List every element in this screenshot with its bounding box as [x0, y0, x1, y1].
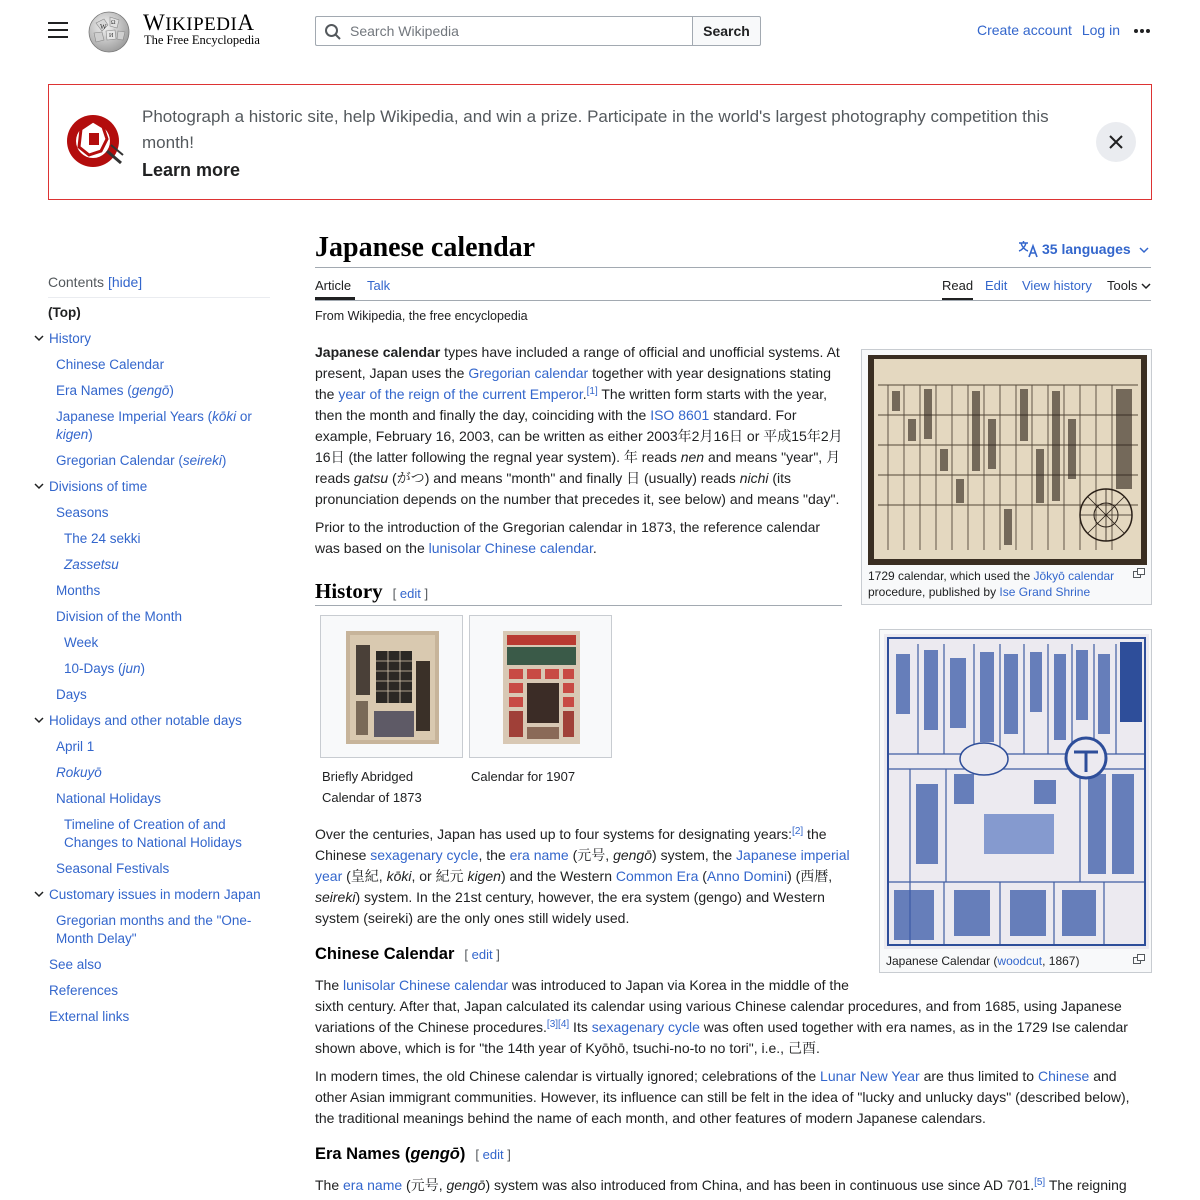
link-ise-grand-shrine[interactable]: Ise Grand Shrine — [999, 585, 1091, 599]
figure-2-caption: Japanese Calendar (woodcut, 1867) — [886, 954, 1080, 968]
toc-item[interactable] — [48, 330, 270, 348]
tab-view-history[interactable]: View history — [1022, 278, 1092, 293]
toc-item[interactable] — [48, 860, 270, 878]
toc-item[interactable] — [48, 790, 270, 808]
history-paragraph-1: Over the centuries, Japan has used up to four systems for designating years:[2] the Chinese sexagenary cycle, the era name (元号, gengō) system, the Japanese imperial year (皇紀, kōki, or 紀元 kigen) and the Western Common Era (Anno Domini) (西暦, seireki) system. In the 21st century, however, the era system (gengo) and Western system (seireki) are the only ones still widely used. — [315, 826, 850, 926]
language-icon — [1018, 240, 1038, 258]
link-chinese[interactable]: Chinese — [1037, 1068, 1090, 1084]
figure-woodcut-calendar — [879, 629, 1152, 973]
toc-item-label[interactable]: Chinese Calendar — [56, 357, 165, 372]
gallery-item-1873 — [320, 615, 463, 758]
link-regnal-year[interactable]: year of the reign of the current Emperor — [338, 386, 583, 402]
wikipedia-globe-icon[interactable] — [86, 9, 132, 53]
toc-item-label[interactable]: Customary issues in modern Japan — [49, 887, 261, 902]
edit-section-era: [ edit ] — [475, 1147, 511, 1162]
chinese-paragraph-1: The lunisolar Chinese calendar was introduced to Japan via Korea in the middle of the sixth century. After that, Japan calculated its calendar using various Chinese calendar procedures, and from 1685, using Japanese variations of the Chinese procedures.[3][4] Its sexagenary cycle was often used together with era names, as in the 1729 Ise calendar shown above, which is for "the 14th year of Kyōhō, tsuchi-no-to no tori", i.e., 己酉. — [315, 977, 1128, 1056]
gallery-caption-1873: Briefly Abridged Calendar of 1873 — [322, 769, 422, 805]
tab-edit[interactable]: Edit — [985, 278, 1008, 293]
section-chinese-calendar-heading: Chinese Calendar [ edit ] — [315, 945, 500, 963]
toc-item[interactable] — [48, 886, 270, 904]
link-lunisolar[interactable]: lunisolar Chinese calendar — [428, 540, 593, 556]
link-sexagenary-cycle-2[interactable]: sexagenary cycle — [591, 1019, 700, 1035]
gallery-caption-1907: Calendar for 1907 — [471, 769, 576, 784]
tools-menu[interactable]: Tools — [1107, 278, 1151, 293]
ref-5: [5] — [1034, 1177, 1046, 1188]
toc-top[interactable]: (Top) — [48, 305, 81, 320]
toc-item-label[interactable]: Gregorian Calendar (seireki) — [56, 453, 227, 468]
section-history-heading: History [ edit ] — [315, 579, 429, 603]
enlarge-icon[interactable] — [1133, 568, 1145, 578]
site-header — [0, 0, 1200, 62]
toc-item-label[interactable]: April 1 — [56, 739, 95, 754]
create-account-link[interactable]: Create account — [977, 22, 1072, 38]
tab-talk[interactable]: Talk — [367, 278, 391, 293]
search-input[interactable] — [350, 17, 680, 45]
toc-item-label[interactable]: The 24 sekki — [64, 531, 141, 546]
history-divider — [315, 605, 842, 606]
toc-item-label[interactable]: Days — [56, 687, 87, 702]
chevron-down-icon — [1141, 282, 1151, 290]
toc-item[interactable] — [48, 982, 270, 1000]
toc-item-label[interactable]: Divisions of time — [49, 479, 148, 494]
ref-3: [3] — [546, 1019, 559, 1030]
main-menu-icon[interactable] — [48, 22, 68, 38]
toc-item-label[interactable]: Division of the Month — [56, 609, 183, 624]
chevron-down-icon[interactable] — [34, 890, 44, 898]
toc-item[interactable] — [48, 686, 270, 704]
gallery-item-1907 — [469, 615, 612, 758]
chevron-down-icon[interactable] — [34, 482, 44, 490]
languages-button[interactable]: 35 languages — [1018, 240, 1153, 258]
user-links — [971, 22, 1120, 38]
svg-text:Ω: Ω — [111, 20, 116, 26]
toc-item-label[interactable]: Rokuyō — [56, 765, 102, 780]
toc-item-label[interactable]: National Holidays — [56, 791, 162, 806]
figure-1-caption: 1729 calendar, which used the Jōkyō calendar procedure, published by Ise Grand Shrine — [868, 569, 1115, 599]
link-iso-8601[interactable]: ISO 8601 — [650, 407, 710, 423]
toc-item[interactable] — [48, 408, 270, 444]
calendar-1907-image[interactable] — [503, 631, 580, 744]
link-woodcut[interactable]: woodcut — [997, 954, 1043, 968]
toc-item[interactable] — [48, 556, 270, 574]
tab-article[interactable]: Article — [315, 278, 352, 293]
toc-item[interactable] — [48, 582, 270, 600]
title-divider — [315, 267, 1151, 268]
ref-4: [4] — [558, 1019, 570, 1030]
toc-item-label[interactable]: Months — [56, 583, 101, 598]
search-button[interactable]: Search — [692, 16, 761, 46]
banner-close-button[interactable] — [1096, 122, 1136, 162]
table-of-contents — [48, 268, 270, 1034]
toc-item-label[interactable]: Zassetsu — [64, 557, 119, 572]
toc-item-label[interactable]: Gregorian months and the "One-Month Delay" — [56, 913, 252, 946]
toc-item[interactable] — [48, 764, 270, 782]
close-icon — [1109, 135, 1123, 149]
toc-item[interactable] — [48, 912, 270, 948]
wiki-loves-monuments-logo-icon — [63, 111, 129, 169]
toc-item-label[interactable]: Seasons — [56, 505, 109, 520]
enlarge-icon[interactable] — [1133, 954, 1145, 964]
toc-item[interactable] — [48, 956, 270, 974]
toc-item[interactable] — [48, 382, 270, 400]
toc-item-label[interactable]: Seasonal Festivals — [56, 861, 170, 876]
section-era-names-heading: Era Names (gengō) [ edit ] — [315, 1145, 511, 1163]
toc-item[interactable] — [48, 478, 270, 496]
toc-item-label[interactable]: Week — [64, 635, 99, 650]
chevron-down-icon — [1139, 246, 1149, 254]
page-tabs — [315, 276, 1151, 301]
link-jokyo-calendar[interactable]: Jōkyō calendar — [1033, 569, 1115, 583]
link-japanese-imperial-year[interactable]: Japanese imperial year — [315, 847, 850, 884]
toc-heading: Contents [hide] — [48, 274, 270, 298]
svg-text:W: W — [100, 23, 107, 31]
page-title: Japanese calendar — [315, 232, 536, 263]
toc-item-label[interactable]: See also — [49, 957, 102, 972]
chinese-paragraph-2: In modern times, the old Chinese calendar is virtually ignored; celebrations of the Lunar New Year are thus limited to Chinese and other Asian immigrant communities. However, its influence can still be felt in the idea of "lucky and unlucky days" (described below), the traditional meanings behind the name of each month, and other features of modern Japanese calendars. — [315, 1068, 1130, 1126]
lead-paragraph-2: Prior to the introduction of the Gregorian calendar in 1873, the reference calendar was based on the lunisolar Chinese calendar. — [315, 519, 821, 556]
calendar-1867-image[interactable] — [884, 634, 1149, 949]
toc-item-label[interactable]: Timeline of Creation of and Changes to National Holidays — [64, 817, 242, 850]
link-era-name-2[interactable]: era name — [343, 1177, 403, 1193]
link-era-name[interactable]: era name — [509, 847, 569, 863]
toc-item[interactable] — [48, 712, 270, 730]
link-common-era[interactable]: Common Era — [615, 868, 699, 884]
link-sexagenary-cycle[interactable]: sexagenary cycle — [370, 847, 479, 863]
edit-section-chinese: [ edit ] — [464, 947, 500, 962]
search-icon — [324, 23, 342, 41]
toc-item-label[interactable]: History — [49, 331, 92, 346]
toc-item[interactable] — [48, 816, 270, 852]
link-gregorian-calendar[interactable]: Gregorian calendar — [468, 365, 589, 381]
learn-more-link[interactable]: Learn more — [142, 160, 241, 180]
search-box[interactable] — [315, 16, 693, 46]
calendar-1729-image[interactable] — [868, 355, 1147, 565]
toc-item-label[interactable]: Era Names (gengō) — [56, 383, 174, 398]
log-in-link[interactable]: Log in — [1081, 22, 1120, 38]
campaign-banner — [48, 84, 1152, 200]
chevron-down-icon[interactable] — [34, 334, 44, 342]
toc-item[interactable] — [48, 1008, 270, 1026]
toc-item[interactable] — [48, 634, 270, 652]
toc-item[interactable] — [48, 530, 270, 548]
toc-item-label[interactable]: Japanese Imperial Years (kōki or kigen) — [56, 409, 252, 442]
wikipedia-wordmark[interactable]: WIKIPEDIA — [143, 10, 255, 35]
toc-item[interactable] — [48, 738, 270, 756]
toc-item[interactable] — [48, 504, 270, 522]
link-lunar-new-year[interactable]: Lunar New Year — [820, 1068, 920, 1084]
active-tab-indicator — [315, 297, 355, 300]
ref-2: [2] — [792, 826, 804, 837]
toc-item[interactable] — [48, 660, 270, 678]
chevron-down-icon[interactable] — [34, 716, 44, 724]
toc-item-label[interactable]: 10-Days (jun) — [64, 661, 146, 676]
era-paragraph-1: The era name (元号, gengō) system was also introduced from China, and has been in continuous use since AD 701.[5] The reigning — [315, 1177, 1127, 1193]
more-options-icon[interactable] — [1133, 28, 1151, 34]
toc-item[interactable] — [48, 356, 270, 374]
toc-item-label[interactable]: Holidays and other notable days — [49, 713, 242, 728]
calendar-1873-image[interactable] — [346, 631, 439, 744]
ref-1: [1] — [586, 386, 598, 397]
svg-text:И: И — [109, 33, 114, 39]
figure-1729-calendar — [861, 349, 1152, 605]
tagline: The Free Encyclopedia — [144, 33, 260, 47]
toc-item-label[interactable]: References — [49, 983, 119, 998]
toc-hide-toggle[interactable]: [hide] — [107, 274, 143, 290]
edit-section-history: [ edit ] — [392, 586, 429, 601]
toc-item[interactable] — [48, 608, 270, 626]
tab-read[interactable]: Read — [942, 278, 973, 300]
lead-paragraph-1: Japanese calendar types have included a range of official and unofficial systems. At present, Japan uses the Gregorian calendar together with year designations stating the year of the reign of the current Emperor.[1] The written form starts with the year, then the month and finally the day, coinciding with the ISO 8601 standard. For example, February 16, 2003, can be written as either 2003年2月16日 or 平成15年2月16日 (the latter following the regnal year system). 年 reads nen and means "year", 月 reads gatsu (がつ) and means "month" and finally 日 (usually) reads nichi (its pronunciation depends on the number that precedes it, see below) and means "day". — [315, 344, 843, 507]
link-lunisolar-chinese[interactable]: lunisolar Chinese calendar — [343, 977, 509, 993]
banner-message: Photograph a historic site, help Wikipedia, and win a prize. Participate in the world's largest photography competition this month! — [142, 107, 1049, 152]
from-wikipedia-note: From Wikipedia, the free encyclopedia — [315, 309, 528, 323]
link-anno-domini[interactable]: Anno Domini — [706, 868, 788, 884]
toc-item-label[interactable]: External links — [49, 1009, 130, 1024]
toc-item[interactable] — [48, 452, 270, 470]
